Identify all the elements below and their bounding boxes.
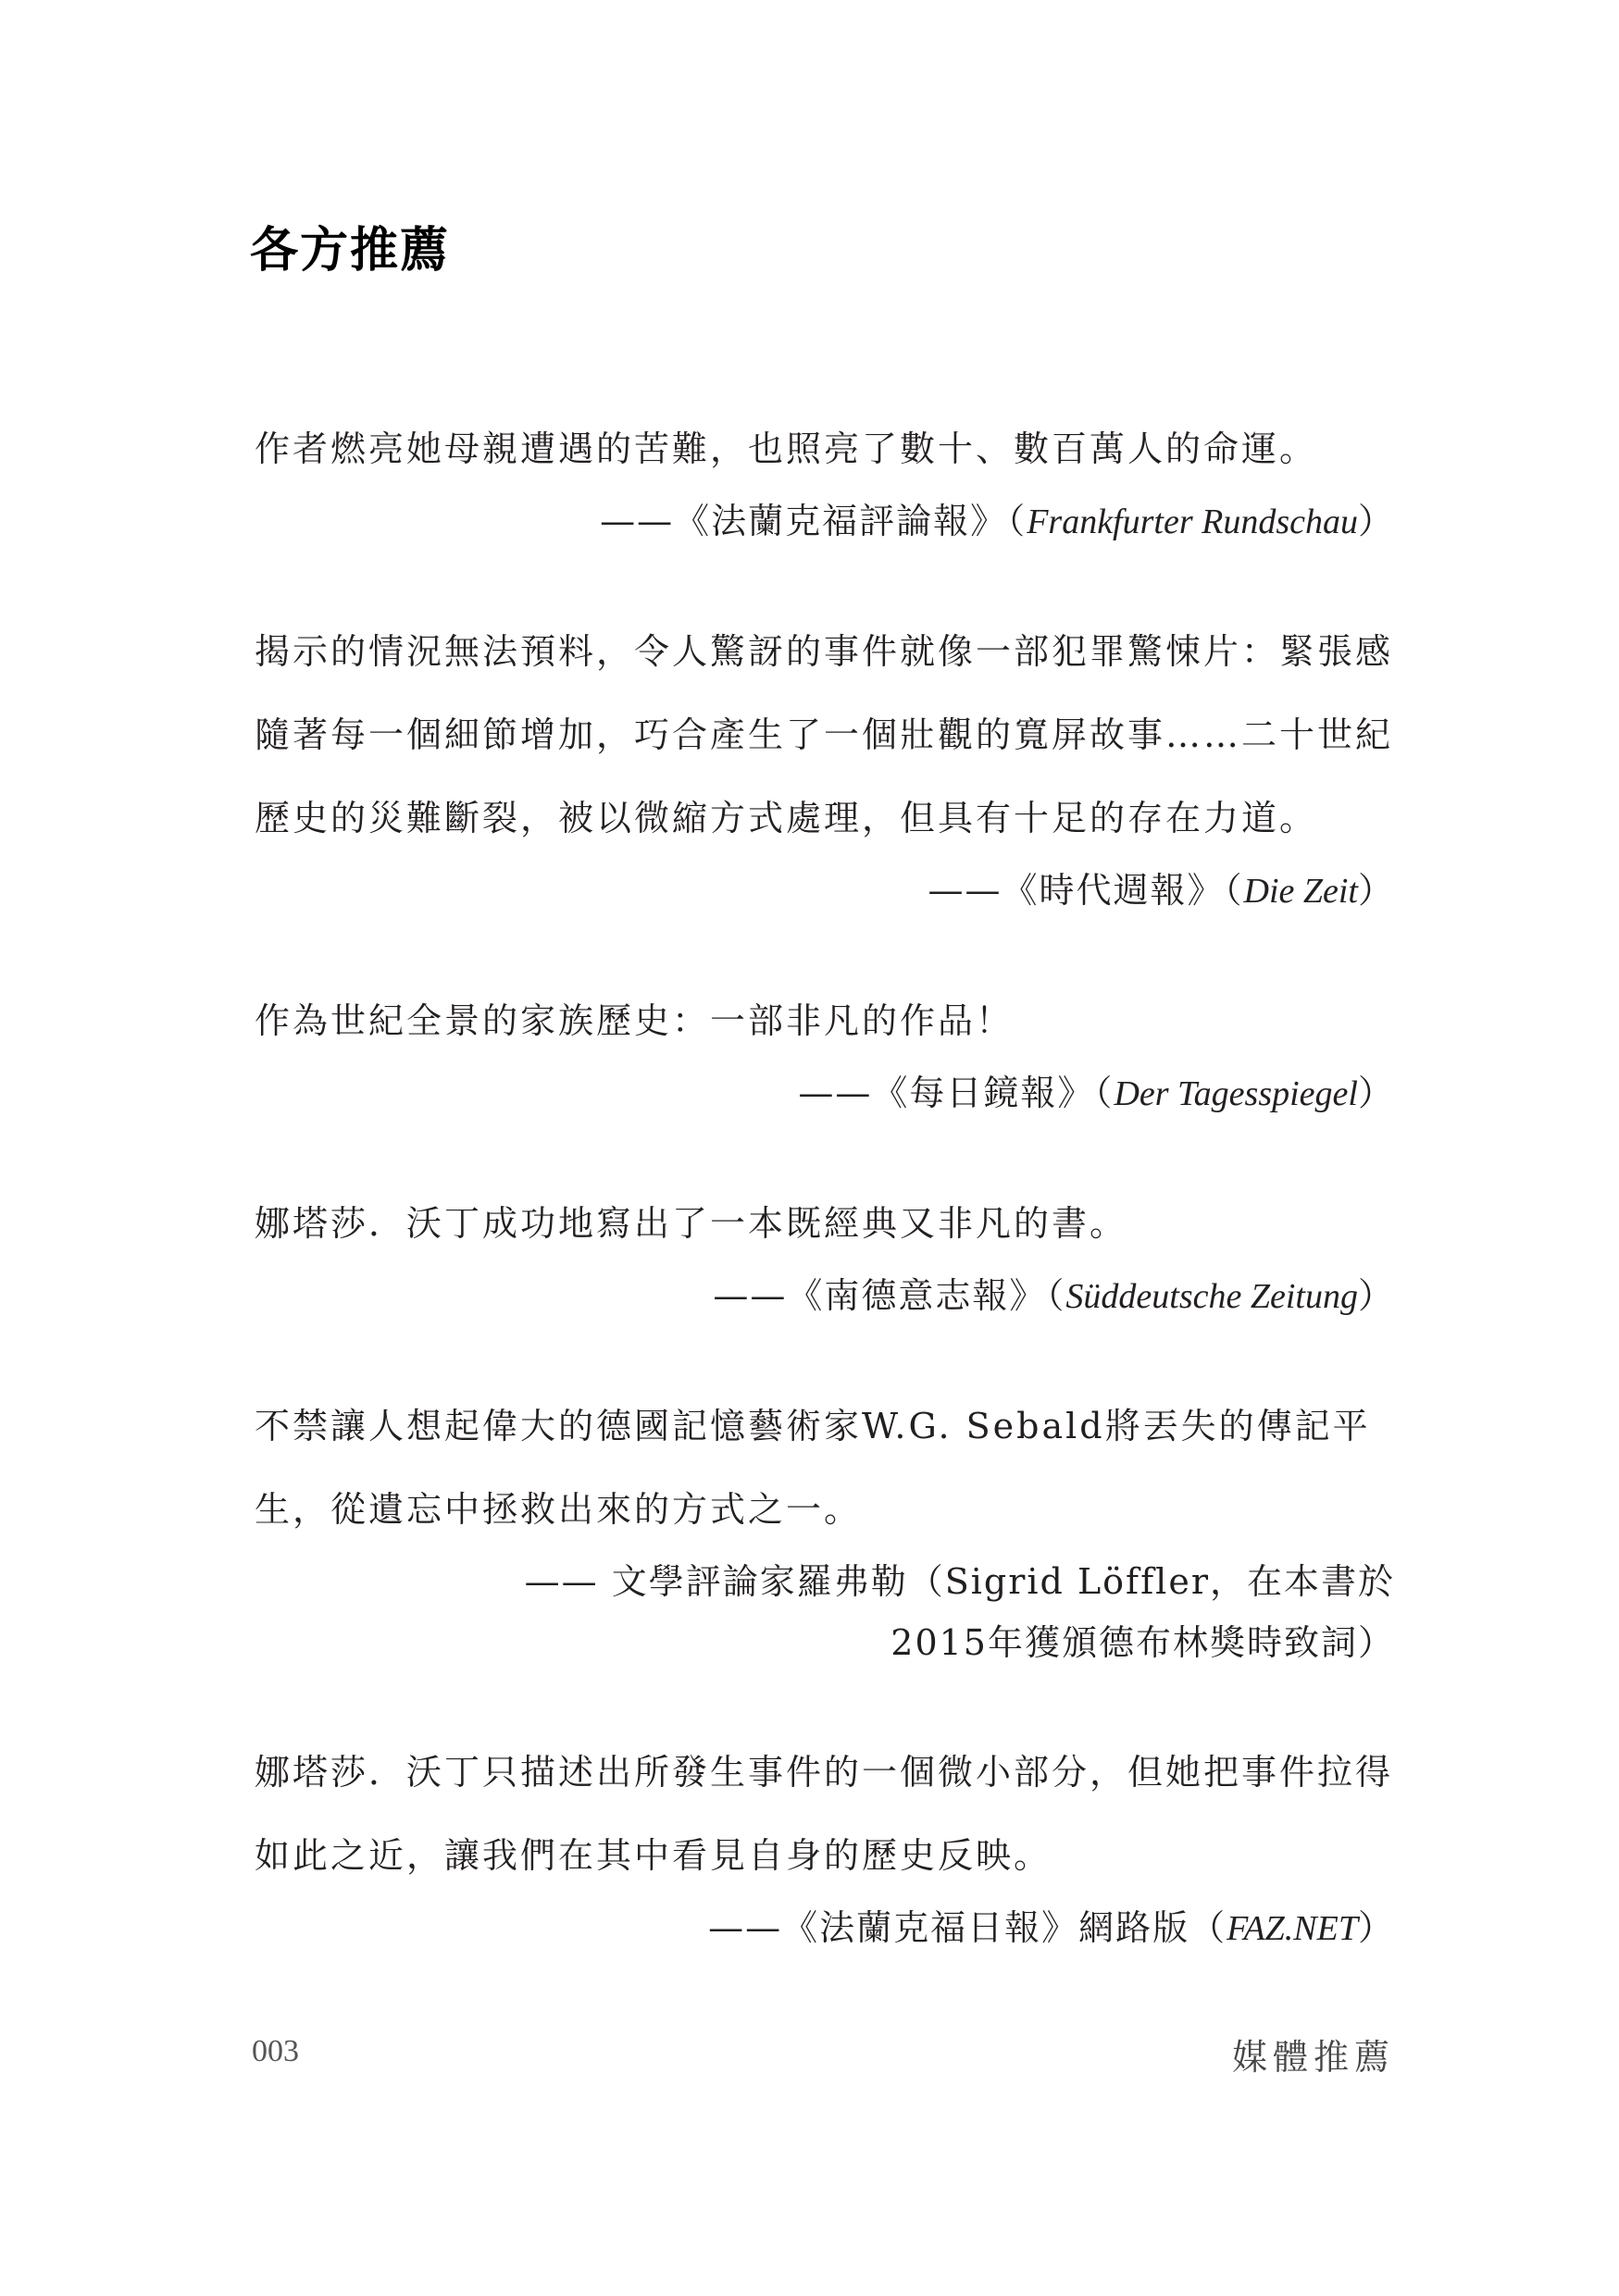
source-prefix: ——《每日鏡報》（	[798, 1073, 1115, 1113]
quote-source	[255, 1265, 1395, 1327]
quote-line: 作為世紀全景的家族歷史：一部非凡的作品！	[255, 1000, 1015, 1041]
blurb-die-zeit	[255, 610, 1395, 922]
source-suffix: ）	[1357, 501, 1395, 541]
blurb-sueddeutsche-zeitung	[255, 1182, 1395, 1327]
quote-source	[255, 860, 1395, 922]
quote-source: 2015年獲頒德布林獎時致詞）	[890, 1622, 1395, 1663]
quote-source	[255, 1062, 1395, 1124]
source-suffix: ）	[1357, 870, 1395, 911]
quote-source	[255, 490, 1395, 552]
quote-source	[255, 1897, 1395, 1959]
quote-line: 娜塔莎．沃丁只描述出所發生事件的一個微小部分，但她把事件拉得	[255, 1752, 1394, 1793]
source-name-original: Die Zeit	[1243, 872, 1358, 911]
blurb-sigrid-loeffler	[255, 1384, 1395, 1673]
source-name-original: FAZ.NET	[1227, 1909, 1358, 1948]
quote-line: 不禁讓人想起偉大的德國記憶藝術家W.G. Sebald將丟失的傳記平	[255, 1406, 1371, 1446]
recommendations-list	[255, 407, 1395, 2017]
quote-line: 隨著每一個細節增加，巧合產生了一個壯觀的寬屏故事……二十世紀	[255, 714, 1394, 755]
source-suffix: ）	[1357, 1275, 1395, 1316]
blurb-der-tagesspiegel	[255, 979, 1395, 1124]
source-prefix: ——《法蘭克福評論報》（	[600, 501, 1027, 541]
quote-line: 娜塔莎．沃丁成功地寫出了一本既經典又非凡的書。	[255, 1203, 1128, 1244]
quote-line: 作者燃亮她母親遭遇的苦難，也照亮了數十、數百萬人的命運。	[255, 428, 1318, 469]
blurb-frankfurter-rundschau	[255, 407, 1395, 552]
quote-line: 如此之近，讓我們在其中看見自身的歷史反映。	[255, 1835, 1052, 1876]
quote-line: 揭示的情況無法預料，令人驚訝的事件就像一部犯罪驚悚片：緊張感	[255, 631, 1394, 672]
running-header: 媒體推薦	[1231, 2037, 1395, 2078]
source-prefix: ——《南德意志報》（	[713, 1275, 1066, 1316]
page-title: 各方推薦	[250, 222, 451, 279]
source-name-original: Süddeutsche Zeitung	[1065, 1277, 1358, 1316]
source-suffix: ）	[1357, 1907, 1395, 1948]
source-name-original: Der Tagesspiegel	[1114, 1074, 1358, 1113]
page-number: 003	[252, 2034, 299, 2068]
blurb-faz-net	[255, 1731, 1395, 1959]
source-prefix: ——《時代週報》（	[928, 870, 1244, 911]
source-suffix: ）	[1357, 1073, 1395, 1113]
quote-line: 歷史的災難斷裂，被以微縮方式處理，但具有十足的存在力道。	[255, 798, 1318, 838]
quote-line: 生，從遺忘中拯救出來的方式之一。	[255, 1489, 863, 1530]
source-name-original: Frankfurter Rundschau	[1027, 503, 1358, 541]
quote-source: —— 文學評論家羅弗勒（Sigrid Löffler，在本書於	[524, 1561, 1395, 1602]
source-prefix: ——《法蘭克福日報》網路版（	[708, 1907, 1227, 1948]
